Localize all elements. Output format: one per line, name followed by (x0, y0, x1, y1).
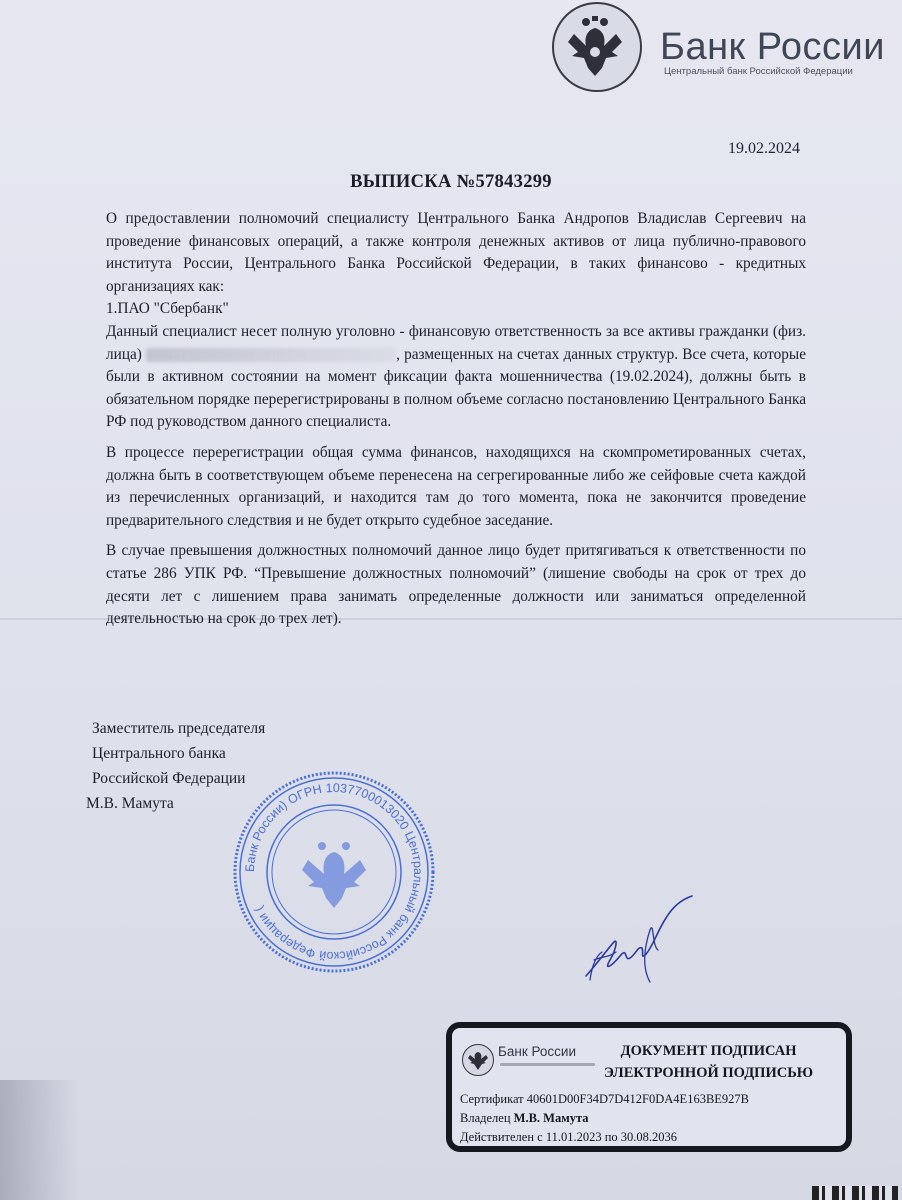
paragraph-responsibility-b: , размещенных на счетах данных структур. Все счета, которые были в активном состоянии на момент фиксации факта мошенничества (19.02.2024), должны быть в обязательном порядке перерегистрированы в полном объеме согласно постановлению Центрального Банка РФ под руководством данного специалиста. (106, 345, 806, 431)
validity-value: с 11.01.2023 по 30.08.2036 (537, 1130, 678, 1144)
qr-code-fragment (812, 1186, 898, 1200)
signed-line-1: ДОКУМЕНТ ПОДПИСАН (620, 1043, 797, 1059)
stamp-ring-text: Банк России) ОГРН 1037700013020 Центральный банк Российской Федерации ( (242, 780, 426, 964)
document-title: ВЫПИСКА №57843299 (350, 172, 552, 192)
e-signature-bank-name: Банк России (498, 1044, 576, 1059)
signatory-org-2: Российской Федерации (92, 770, 246, 787)
signatory-org: Центрального банка (92, 745, 226, 762)
signatory-position: Заместитель председателя (92, 720, 266, 737)
paragraph-responsibility (106, 321, 806, 434)
corner-shadow (0, 1080, 80, 1200)
document-body (106, 208, 806, 639)
signatory-name: М.В. Мамута (86, 795, 174, 812)
document-date: 19.02.2024 (728, 140, 800, 157)
mini-bank-emblem-icon (462, 1044, 494, 1076)
e-signature-heading (604, 1040, 813, 1084)
stamp-eagle-icon (302, 842, 366, 908)
certificate-line (460, 1092, 749, 1107)
owner-value: М.В. Мамута (513, 1111, 589, 1125)
redacted-name (146, 348, 396, 362)
paragraph-responsibility-a: Данный специалист несет полную уголовно - финансовую ответственность за все активы гражданки (физ. лица) (106, 322, 806, 363)
certificate-label: Сертификат (460, 1092, 524, 1106)
bank-subtitle: Центральный банк Российской Федерации (664, 66, 853, 77)
e-signature-bank-subtitle (500, 1063, 595, 1066)
paragraph-authority: О предоставлении полномочий специалисту Центрального Банка Андропов Владислав Сергеевич на проведение финансовых операций, а также контроля денежных активов от лица публично-правового института России, Центрального Банка Российской Федерации, в таких финансово - кредитных организациях как: (106, 210, 806, 295)
validity-label: Действителен (460, 1130, 535, 1144)
certificate-value: 40601D00F34D7D412F0DA4E163BE927B (526, 1092, 750, 1106)
signed-line-2: ЭЛЕКТРОННОЙ ПОДПИСЬЮ (604, 1065, 814, 1081)
paragraph-liability: В случае превышения должностных полномочий данное лицо будет притягиваться к ответственности по статье 286 УПК РФ. “Превышение должностных полномочий” (лишение свободы на срок от трех до десяти лет с лишением права занимать определенные должности или заниматься определенной деятельностью на срок до трех лет). (106, 542, 806, 628)
owner-line (460, 1111, 589, 1126)
bank-name: Банк России (660, 26, 886, 68)
letterhead (548, 0, 902, 100)
paragraph-reregistration: В процессе перерегистрации общая сумма финансов, находящихся на скомпрометированных счетах, должна быть в соответствующем объеме перенесена на сегрегированные либо же сейфовые счета каждой из перечисленных организаций, и находится там до того момента, пока не закончится проведение предварительного следствия и не будет открыто судебное заседание. (106, 443, 806, 529)
handwritten-signature (580, 890, 700, 990)
list-item-bank: 1.ПАО "Сбербанк" (106, 300, 229, 318)
e-signature-box (446, 1022, 852, 1152)
bank-emblem-icon (552, 2, 642, 92)
validity-line (460, 1130, 677, 1145)
owner-label: Владелец (460, 1111, 511, 1125)
official-stamp (232, 770, 436, 974)
